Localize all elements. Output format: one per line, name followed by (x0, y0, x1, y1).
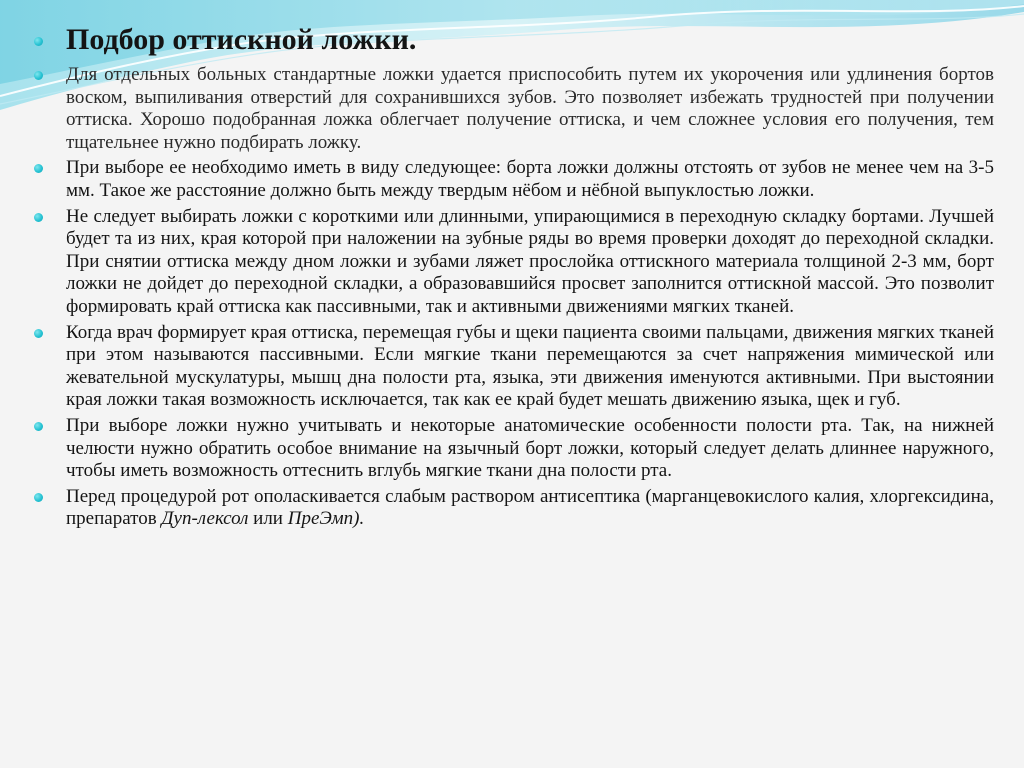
bullet-paragraph-5 (34, 415, 994, 483)
slide-content (34, 22, 994, 534)
paragraph-text: Когда врач формирует края оттиска, перемещая губы и щеки пациента своими пальцами, движения мягких тканей при этом называются пассивными. Если мягкие ткани перемещаются за счет напряжения мимической или жевательной мускулатуры, мышц дна полости рта, языка, эти движения именуются активными. При выстоянии края ложки такая возможность исключается, так как ее край будет мешать движению языка, щек и губ. (66, 321, 994, 411)
bullet-paragraph-6 (34, 486, 994, 531)
bullet-icon (34, 71, 43, 80)
slide-title (34, 22, 994, 58)
bullet-icon (34, 37, 43, 46)
bullet-icon (34, 422, 43, 431)
drug-name-duplexol: Дуп-лексол (161, 508, 249, 530)
bullet-icon (34, 164, 43, 173)
bullet-paragraph-3 (34, 206, 994, 319)
paragraph-text: Для отдельных больных стандартные ложки удается приспособить путем их укорочения или удлинения бортов воском, выпиливания отверстий для сохранившихся зубов. Это позволяет избежать трудностей при получении оттиска. Хорошо подобранная ложка облегчает получение оттиска, и чем сложнее условия его получения, тем тщательнее нужно подбирать ложку. (66, 64, 994, 153)
bullet-icon (34, 213, 43, 222)
paragraph-connector: или (248, 508, 288, 530)
paragraph-text: При выборе ее необходимо иметь в виду следующее: борта ложки должны отстоять от зубов не менее чем на 3-5 мм. Такое же расстояние должно быть между твердым нёбом и нёбной выпуклостью ложки. (66, 157, 994, 201)
paragraph-text: При выборе ложки нужно учитывать и некоторые анатомические особенности полости рта. Так, на нижней челюсти нужно обратить особое внимание на язычный борт ложки, который следует делать длиннее наружного, чтобы иметь возможность оттеснить вглубь мягкие ткани дна полости рта. (66, 414, 994, 482)
drug-name-preemp: ПреЭмп). (287, 508, 365, 530)
bullet-paragraph-1 (34, 64, 994, 154)
bullet-icon (34, 329, 43, 338)
bullet-icon (34, 493, 43, 502)
slide-title-text: Подбор оттискной ложки. (66, 23, 417, 56)
paragraph-text-lead: Перед процедурой рот ополаскивается слабым раствором антисептика (марганцевокислого калия, хлоргексидина, препаратов (66, 485, 994, 530)
paragraph-text: Не следует выбирать ложки с короткими или длинными, упирающимися в переходную складку бортами. Лучшей будет та из них, края которой при наложении на зубные ряды во время проверки доходят до переходной складки. При снятии оттиска между дном ложки и зубами ляжет прослойка оттискного материала толщиной 2-3 мм, борт ложки не дойдет до переходной складки, а образовавшийся просвет заполнится оттискной массой. Это позволит формировать край оттиска как пассивными, так и активными движениями мягких тканей. (66, 205, 994, 317)
bullet-paragraph-2 (34, 157, 994, 202)
bullet-paragraph-4 (34, 322, 994, 412)
